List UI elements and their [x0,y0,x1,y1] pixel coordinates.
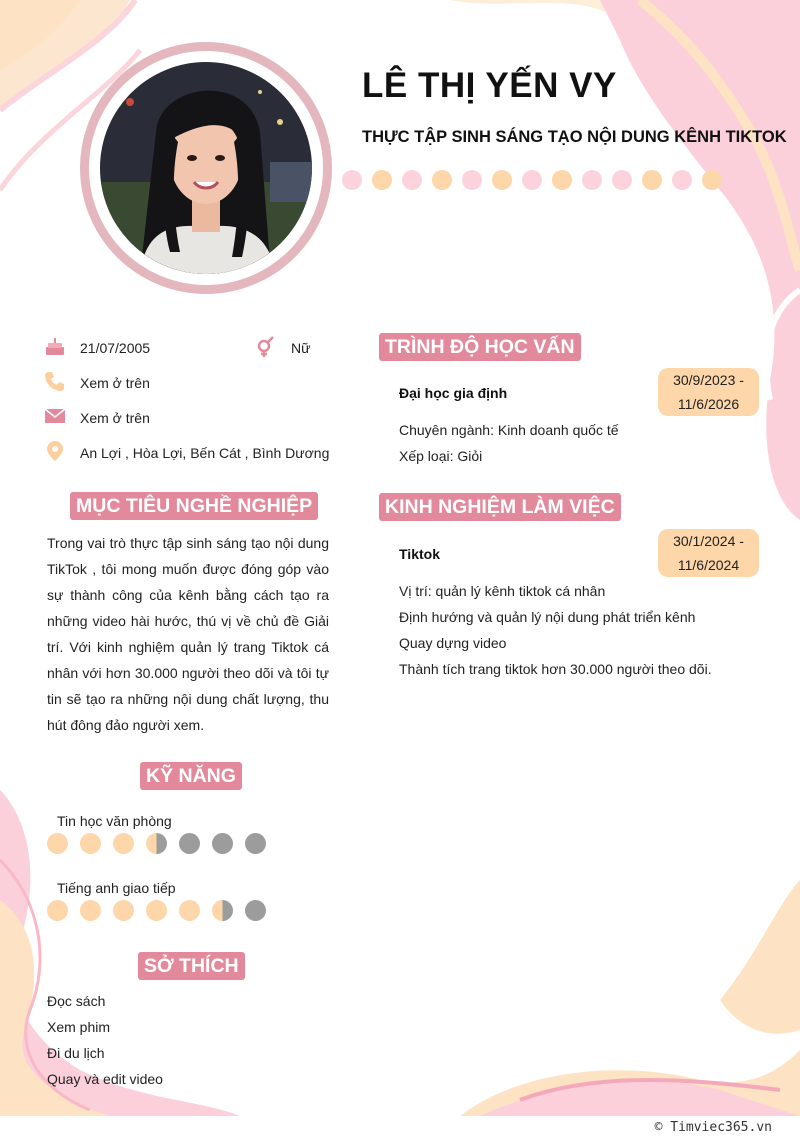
skill-dot [245,833,266,854]
dot-pink [582,170,602,190]
experience-dates [658,529,759,577]
skill-dot [47,833,68,854]
dot-peach [432,170,452,190]
education-date-start: 30/9/2023 - [673,372,744,388]
footer-credit: © Timviec365.vn [654,1120,772,1135]
objective-heading: MỤC TIÊU NGHỀ NGHIỆP [70,492,318,520]
skills-heading: KỸ NĂNG [140,762,242,790]
dot-pink [402,170,422,190]
avatar [100,62,312,274]
skill-rating [47,900,266,921]
experience-line: Thành tích trang tiktok hơn 30.000 người theo dõi. [399,661,712,677]
skill-dot [245,900,266,921]
objective-text: Trong vai trò thực tập sinh sáng tạo nội dung TikTok , tôi mong muốn được đóng góp vào sự thành công của kênh bằng cách tạo ra những video hài hước, thú vị về chủ đề Giải trí. Với kinh nghiệm quản lý trang Tiktok cá nhân với hơn 30.000 người theo dõi và tôi tự tin sẽ tạo ra những nội dung chất lượng, thu hút đông đảo người xem. [47,535,329,733]
skill-rating [47,833,266,854]
experience-date-end: 11/6/2024 [677,557,740,573]
dot-pink [672,170,692,190]
skill-name: Tin học văn phòng [57,813,172,829]
experience-date-start: 30/1/2024 - [673,533,744,549]
dot-peach [372,170,392,190]
gender-icon [254,336,276,358]
hobby-item: Đọc sách [47,993,106,1009]
phone-value: Xem ở trên [80,375,150,391]
address-value: An Lợi , Hòa Lợi, Bến Cát , Bình Dương [80,445,330,461]
skill-dot [80,900,101,921]
dot-pink [462,170,482,190]
skill-name: Tiếng anh giao tiếp [57,880,176,896]
dot-pink [612,170,632,190]
experience-line: Định hướng và quản lý nội dung phát triển kênh [399,609,696,625]
decorative-dots [342,170,722,190]
skill-dot [179,900,200,921]
location-pin-icon [44,440,66,462]
email-value: Xem ở trên [80,410,150,426]
education-grade: Xếp loại: Giỏi [399,448,483,464]
dot-peach [642,170,662,190]
skill-dot [212,833,233,854]
education-major: Chuyên ngành: Kinh doanh quốc tế [399,422,619,438]
hobby-item: Quay và edit video [47,1071,163,1087]
dot-pink [342,170,362,190]
avatar-portrait [100,62,312,274]
envelope-icon [44,405,66,427]
school-name: Đại học gia định [399,385,508,401]
hobby-item: Xem phim [47,1019,111,1035]
company-name: Tiktok [399,546,440,562]
skill-dot [113,833,134,854]
experience-heading: KINH NGHIỆM LÀM VIỆC [379,493,621,521]
dot-peach [552,170,572,190]
candidate-name: LÊ THỊ YẾN VY [362,66,617,105]
skill-dot [146,900,167,921]
skill-dot [47,900,68,921]
dot-pink [522,170,542,190]
education-dates [658,368,759,416]
skill-dot [179,833,200,854]
dot-peach [492,170,512,190]
gender-value: Nữ [291,340,311,356]
dot-peach [702,170,722,190]
birthday-value: 21/07/2005 [80,340,151,356]
cake-icon [44,336,66,358]
education-date-end: 11/6/2026 [677,396,740,412]
hobbies-heading: SỞ THÍCH [138,952,245,980]
experience-line: Vị trí: quản lý kênh tiktok cá nhân [399,583,606,599]
phone-icon [44,370,66,392]
education-heading: TRÌNH ĐỘ HỌC VẤN [379,333,581,361]
hobby-item: Đi du lịch [47,1045,105,1061]
skill-dot [212,900,233,921]
skill-dot [146,833,167,854]
experience-line: Quay dựng video [399,635,507,651]
skill-dot [113,900,134,921]
skill-dot [80,833,101,854]
job-title: THỰC TẬP SINH SÁNG TẠO NỘI DUNG KÊNH TIKTOK [362,128,787,146]
